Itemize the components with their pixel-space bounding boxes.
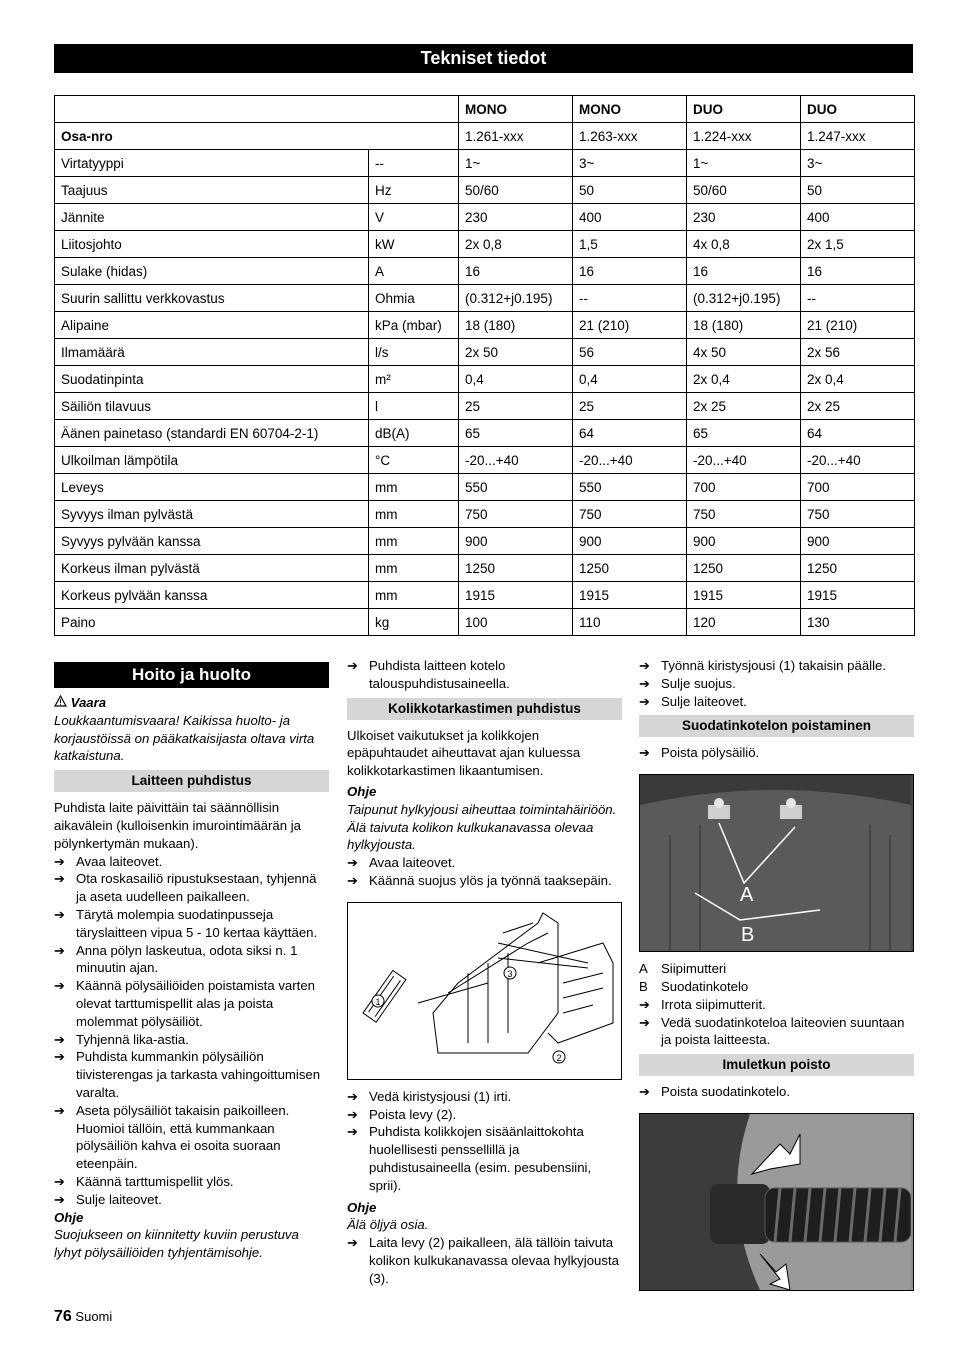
subheading-imuletkun-poisto: Imuletkun poisto xyxy=(639,1054,914,1076)
table-cell: V xyxy=(369,204,459,231)
step-item xyxy=(54,1048,329,1101)
table-cell: 750 xyxy=(687,501,801,528)
step-item xyxy=(54,1173,329,1191)
table-cell: 16 xyxy=(573,258,687,285)
table-cell: Alipaine xyxy=(55,312,369,339)
coin-checker-drawing xyxy=(348,903,621,1079)
table-cell: 50/60 xyxy=(459,177,573,204)
step-text: Ota roskasailiö ripustuksestaan, tyhjennä ja aseta uudelleen paikalleen. xyxy=(76,871,317,905)
arrow-right-icon: ➔ xyxy=(54,1173,65,1189)
table-cell: A xyxy=(369,258,459,285)
table-cell: Syvyys ilman pylvästä xyxy=(55,501,369,528)
step-list xyxy=(347,854,622,890)
note-label: Ohje xyxy=(347,1199,377,1215)
legend-list xyxy=(639,960,914,996)
table-cell: 21 (210) xyxy=(573,312,687,339)
step-text: Käännä suojus ylös ja työnnä taaksepäin. xyxy=(369,872,612,888)
table-cell: 1915 xyxy=(459,582,573,609)
table-cell: 1250 xyxy=(459,555,573,582)
table-cell: Ohmia xyxy=(369,285,459,312)
table-cell: 100 xyxy=(459,609,573,636)
table-cell: 230 xyxy=(459,204,573,231)
table-cell: 750 xyxy=(573,501,687,528)
table-cell: 16 xyxy=(801,258,915,285)
arrow-right-icon: ➔ xyxy=(347,855,358,871)
table-row xyxy=(55,474,915,501)
table-row xyxy=(55,204,915,231)
table-header-row xyxy=(55,96,915,123)
step-text: Sulje laiteovet. xyxy=(661,693,747,709)
step-item xyxy=(54,1191,329,1209)
step-text: Tyhjennä lika-astia. xyxy=(76,1031,189,1047)
table-cell: 1~ xyxy=(459,150,573,177)
table-row xyxy=(55,339,915,366)
table-cell: 50 xyxy=(573,177,687,204)
table-cell: 900 xyxy=(687,528,801,555)
table-cell: Sulake (hidas) xyxy=(55,258,369,285)
table-cell: 2x 0,4 xyxy=(801,366,915,393)
table-cell: 65 xyxy=(687,420,801,447)
table-cell: Ulkoilman lämpötila xyxy=(55,447,369,474)
table-cell: 64 xyxy=(573,420,687,447)
table-cell: 900 xyxy=(801,528,915,555)
table-row xyxy=(55,177,915,204)
step-item xyxy=(639,1083,914,1101)
step-item xyxy=(54,870,329,906)
table-cell: Ilmamäärä xyxy=(55,339,369,366)
table-cell: 900 xyxy=(573,528,687,555)
table-cell: 16 xyxy=(459,258,573,285)
section-title-tekniset-tiedot: Tekniset tiedot xyxy=(54,44,913,73)
table-cell: 3~ xyxy=(801,150,915,177)
table-cell: 1250 xyxy=(801,555,915,582)
arrow-right-icon: ➔ xyxy=(639,1084,650,1100)
section-title-hoito-ja-huolto: Hoito ja huolto xyxy=(54,662,329,688)
table-cell: 1250 xyxy=(573,555,687,582)
paragraph: Ulkoiset vaikutukset ja kolikkojen epäpuhtaudet aiheuttavat ajan kuluessa kolikkotarkastimen likaantumisen. xyxy=(347,727,581,779)
arrow-right-icon: ➔ xyxy=(54,978,65,994)
arrow-right-icon: ➔ xyxy=(639,693,650,709)
step-text: Työnnä kiristysjousi (1) takaisin päälle. xyxy=(661,658,887,673)
step-text: Poista suodatinkotelo. xyxy=(661,1084,791,1100)
arrow-right-icon: ➔ xyxy=(54,1031,65,1047)
step-text: Puhdista laitteen kotelo talouspuhdistusaineella. xyxy=(369,658,510,691)
arrow-right-icon: ➔ xyxy=(639,745,650,761)
note-text: Älä öljyä osia. xyxy=(347,1217,429,1233)
paragraph: Puhdista laite päivittäin tai säännöllisin aikavälein (kulloisenkin imurointimäärän ja pölynkertymän mukaan). xyxy=(54,800,302,851)
table-cell: 2x 50 xyxy=(459,339,573,366)
table-cell: 50/60 xyxy=(687,177,801,204)
coin-checker-figure xyxy=(347,902,622,1080)
step-item xyxy=(347,1088,622,1106)
step-item xyxy=(54,977,329,1030)
legend-item xyxy=(639,960,914,978)
step-text: Puhdista kummankin pölysäiliön tiivisterengas ja tarkasta vahingoittumisen varalta. xyxy=(76,1049,321,1100)
step-item xyxy=(347,1106,622,1124)
suction-hose-photo xyxy=(639,1113,914,1291)
table-part-row xyxy=(55,123,915,150)
table-cell: -20...+40 xyxy=(573,447,687,474)
step-text: Käännä pölysäiliöiden poistamista varten olevat tarttumispellit alas ja poista molemmat pölysäiliöt. xyxy=(76,978,315,1029)
table-cell: 64 xyxy=(801,420,915,447)
step-list xyxy=(347,1088,622,1195)
step-text: Vedä suodatinkoteloa laiteovien suuntaan ja poista laitteesta. xyxy=(661,1014,905,1048)
step-text: Poista pölysäiliö. xyxy=(661,745,760,761)
step-item xyxy=(54,853,329,871)
table-row xyxy=(55,447,915,474)
table-cell: 2x 25 xyxy=(687,393,801,420)
table-cell: mm xyxy=(369,555,459,582)
table-cell: Paino xyxy=(55,609,369,636)
spec-table xyxy=(54,95,915,636)
step-item xyxy=(639,675,914,693)
step-text: Käännä tarttumispellit ylös. xyxy=(76,1173,234,1189)
legend-item xyxy=(639,978,914,996)
table-cell: 1915 xyxy=(573,582,687,609)
arrow-right-icon: ➔ xyxy=(347,1106,358,1122)
table-cell: MONO xyxy=(459,96,573,123)
step-item xyxy=(639,1014,914,1050)
table-row xyxy=(55,609,915,636)
table-cell: Osa-nro xyxy=(55,123,459,150)
subheading-kolikkotarkastimen-puhdistus: Kolikkotarkastimen puhdistus xyxy=(347,698,622,720)
table-row xyxy=(55,285,915,312)
table-cell: 25 xyxy=(573,393,687,420)
page-number: 76 xyxy=(54,1308,72,1325)
step-text: Avaa laiteovet. xyxy=(76,853,163,869)
table-row xyxy=(55,501,915,528)
legend-text: Siipimutteri xyxy=(661,961,727,977)
filter-housing-photo-drawing xyxy=(640,775,911,951)
table-cell: Syvyys pylvään kanssa xyxy=(55,528,369,555)
table-cell: 120 xyxy=(687,609,801,636)
arrow-right-icon: ➔ xyxy=(639,996,650,1012)
table-cell: 900 xyxy=(459,528,573,555)
table-cell: Taajuus xyxy=(55,177,369,204)
table-row xyxy=(55,312,915,339)
table-row xyxy=(55,420,915,447)
table-cell: DUO xyxy=(801,96,915,123)
table-cell: Äänen painetaso (standardi EN 60704-2-1) xyxy=(55,420,369,447)
table-cell: -- xyxy=(573,285,687,312)
warning-heading xyxy=(54,694,329,712)
table-cell: kW xyxy=(369,231,459,258)
photo-label-a: A xyxy=(740,884,754,907)
filter-housing-photo xyxy=(639,774,914,952)
table-cell: 2x 0,8 xyxy=(459,231,573,258)
table-cell: Suodatinpinta xyxy=(55,366,369,393)
arrow-right-icon: ➔ xyxy=(54,1102,65,1118)
step-text: Aseta pölysäiliöt takaisin paikoilleen. Huomioi tällöin, että kummankaan pölysäiliön kahva ei osoita suoraan eteenpäin. xyxy=(76,1102,290,1172)
suction-hose-photo-drawing xyxy=(640,1114,911,1290)
table-cell: °C xyxy=(369,447,459,474)
step-item xyxy=(347,872,622,890)
arrow-right-icon: ➔ xyxy=(54,942,65,958)
table-row xyxy=(55,582,915,609)
table-cell: 21 (210) xyxy=(801,312,915,339)
table-row xyxy=(55,150,915,177)
table-cell: 1915 xyxy=(687,582,801,609)
table-cell: -20...+40 xyxy=(459,447,573,474)
subheading-suodatinkotelon-poistaminen: Suodatinkotelon poistaminen xyxy=(639,715,914,737)
legend-key: B xyxy=(639,978,648,994)
figure-label-1: 1 xyxy=(375,996,381,1007)
table-cell: 16 xyxy=(687,258,801,285)
warning-label: Vaara xyxy=(70,695,107,710)
table-row xyxy=(55,231,915,258)
table-cell: 550 xyxy=(459,474,573,501)
table-cell: Virtatyyppi xyxy=(55,150,369,177)
subheading-laitteen-puhdistus: Laitteen puhdistus xyxy=(54,770,329,792)
column-hoito-ja-huolto xyxy=(54,662,329,1262)
step-text: Avaa laiteovet. xyxy=(369,855,456,871)
step-text: Tärytä molempia suodatinpusseja täryslaitteen vipua 5 - 10 kertaa käyttäen. xyxy=(76,906,318,940)
table-cell: Korkeus pylvään kanssa xyxy=(55,582,369,609)
table-cell: (0.312+j0.195) xyxy=(459,285,573,312)
table-cell: 1250 xyxy=(687,555,801,582)
table-cell: 50 xyxy=(801,177,915,204)
table-cell: -- xyxy=(369,150,459,177)
step-text: Puhdista kolikkojen sisäänlaittokohta huolellisesti penssellillä ja puhdistusaineella (esim. pesubensiini, sprii). xyxy=(369,1124,592,1193)
table-row xyxy=(55,366,915,393)
table-cell: mm xyxy=(369,501,459,528)
table-cell: 400 xyxy=(573,204,687,231)
table-cell: -20...+40 xyxy=(801,447,915,474)
step-text: Sulje suojus. xyxy=(661,675,736,691)
table-cell: 2x 56 xyxy=(801,339,915,366)
table-cell: 0,4 xyxy=(459,366,573,393)
table-cell: Hz xyxy=(369,177,459,204)
table-cell: m² xyxy=(369,366,459,393)
arrow-right-icon: ➔ xyxy=(639,675,650,691)
table-cell: l xyxy=(369,393,459,420)
table-cell: Leveys xyxy=(55,474,369,501)
table-row xyxy=(55,528,915,555)
table-cell: 4x 0,8 xyxy=(687,231,801,258)
arrow-right-icon: ➔ xyxy=(347,1235,358,1251)
step-text: Anna pölyn laskeutua, odota siksi n. 1 minuutin ajan. xyxy=(76,942,298,976)
table-row xyxy=(55,393,915,420)
table-cell: 0,4 xyxy=(573,366,687,393)
table-cell: Säiliön tilavuus xyxy=(55,393,369,420)
step-list xyxy=(54,853,329,1209)
step-item xyxy=(639,657,914,675)
step-item xyxy=(347,1234,622,1287)
table-cell: 65 xyxy=(459,420,573,447)
table-cell: 1.261-xxx xyxy=(459,123,573,150)
table-cell: 550 xyxy=(573,474,687,501)
table-cell: 400 xyxy=(801,204,915,231)
arrow-right-icon: ➔ xyxy=(54,871,65,887)
table-cell: MONO xyxy=(573,96,687,123)
step-item xyxy=(639,744,914,762)
figure-label-3: 3 xyxy=(507,968,513,979)
table-cell xyxy=(55,96,459,123)
table-cell: -20...+40 xyxy=(687,447,801,474)
table-row xyxy=(55,555,915,582)
table-cell: mm xyxy=(369,528,459,555)
step-text: Poista levy (2). xyxy=(369,1106,457,1122)
table-cell: 4x 50 xyxy=(687,339,801,366)
arrow-right-icon: ➔ xyxy=(347,1124,358,1140)
table-cell: 700 xyxy=(687,474,801,501)
table-cell: kPa (mbar) xyxy=(369,312,459,339)
arrow-right-icon: ➔ xyxy=(347,658,358,673)
note-label: Ohje xyxy=(54,1209,84,1225)
warning-triangle-icon xyxy=(54,695,71,710)
step-item xyxy=(639,693,914,711)
legend-key: A xyxy=(639,961,648,977)
step-text: Irrota siipimutterit. xyxy=(661,996,766,1012)
step-list xyxy=(639,657,914,710)
table-cell: mm xyxy=(369,582,459,609)
photo-label-b: B xyxy=(741,924,755,947)
step-item xyxy=(639,996,914,1014)
step-item xyxy=(347,1123,622,1194)
table-cell: 18 (180) xyxy=(687,312,801,339)
column-suodatinkotelo xyxy=(639,657,914,1299)
table-cell: kg xyxy=(369,609,459,636)
step-item xyxy=(347,657,622,693)
step-list xyxy=(639,996,914,1049)
table-cell: Korkeus ilman pylvästä xyxy=(55,555,369,582)
table-cell: 1.224-xxx xyxy=(687,123,801,150)
table-cell: 750 xyxy=(459,501,573,528)
table-cell: 1~ xyxy=(687,150,801,177)
table-cell: dB(A) xyxy=(369,420,459,447)
step-item xyxy=(54,906,329,942)
arrow-right-icon: ➔ xyxy=(54,906,65,922)
table-cell: 1915 xyxy=(801,582,915,609)
step-item xyxy=(54,1031,329,1049)
step-text: Vedä kiristysjousi (1) irti. xyxy=(369,1088,512,1104)
table-row xyxy=(55,258,915,285)
table-cell: 3~ xyxy=(573,150,687,177)
footer-language: Suomi xyxy=(75,1309,113,1324)
table-cell: 1.263-xxx xyxy=(573,123,687,150)
table-cell: 750 xyxy=(801,501,915,528)
table-cell: -- xyxy=(801,285,915,312)
table-cell: 2x 0,4 xyxy=(687,366,801,393)
arrow-right-icon: ➔ xyxy=(54,1191,65,1207)
warning-text: Loukkaantumisvaara! Kaikissa huolto- ja korjaustöissä on pääkatkaisijasta oltava virta katkaistuna. xyxy=(54,712,315,764)
table-cell: (0.312+j0.195) xyxy=(687,285,801,312)
arrow-right-icon: ➔ xyxy=(54,853,65,869)
figure-label-2: 2 xyxy=(556,1052,562,1063)
note-text: Suojukseen on kiinnitetty kuviin perustuva lyhyt pölysäiliöiden tyhjentämisohje. xyxy=(54,1227,299,1261)
table-cell: 56 xyxy=(573,339,687,366)
note-text: Taipunut hylkyjousi aiheuttaa toimintahäiriöön. Älä taivuta kolikon kulkukanavassa olevaa hylkyjousta. xyxy=(347,801,617,853)
table-cell: DUO xyxy=(687,96,801,123)
step-item xyxy=(54,1102,329,1173)
arrow-right-icon: ➔ xyxy=(347,1088,358,1104)
arrow-right-icon: ➔ xyxy=(347,872,358,888)
table-cell: Suurin sallittu verkkovastus xyxy=(55,285,369,312)
step-item xyxy=(54,942,329,978)
step-text: Sulje laiteovet. xyxy=(76,1191,162,1207)
table-cell: 18 (180) xyxy=(459,312,573,339)
step-item xyxy=(347,854,622,872)
table-cell: 130 xyxy=(801,609,915,636)
note-label: Ohje xyxy=(347,783,377,799)
table-cell: 2x 1,5 xyxy=(801,231,915,258)
arrow-right-icon: ➔ xyxy=(54,1049,65,1065)
column-kolikkotarkastin xyxy=(347,657,622,1288)
step-text: Laita levy (2) paikalleen, älä tällöin taivuta kolikon kulkukanavassa olevaa hylkyjousta (3). xyxy=(369,1235,619,1286)
table-cell: 110 xyxy=(573,609,687,636)
table-cell: mm xyxy=(369,474,459,501)
table-cell: Liitosjohto xyxy=(55,231,369,258)
arrow-right-icon: ➔ xyxy=(639,658,650,673)
page-footer xyxy=(54,1308,112,1326)
table-cell: 1.247-xxx xyxy=(801,123,915,150)
table-cell: 25 xyxy=(459,393,573,420)
table-cell: 2x 25 xyxy=(801,393,915,420)
table-cell: l/s xyxy=(369,339,459,366)
table-cell: 1,5 xyxy=(573,231,687,258)
table-cell: Jännite xyxy=(55,204,369,231)
arrow-right-icon: ➔ xyxy=(639,1014,650,1030)
table-cell: 700 xyxy=(801,474,915,501)
legend-text: Suodatinkotelo xyxy=(661,978,749,994)
table-cell: 230 xyxy=(687,204,801,231)
